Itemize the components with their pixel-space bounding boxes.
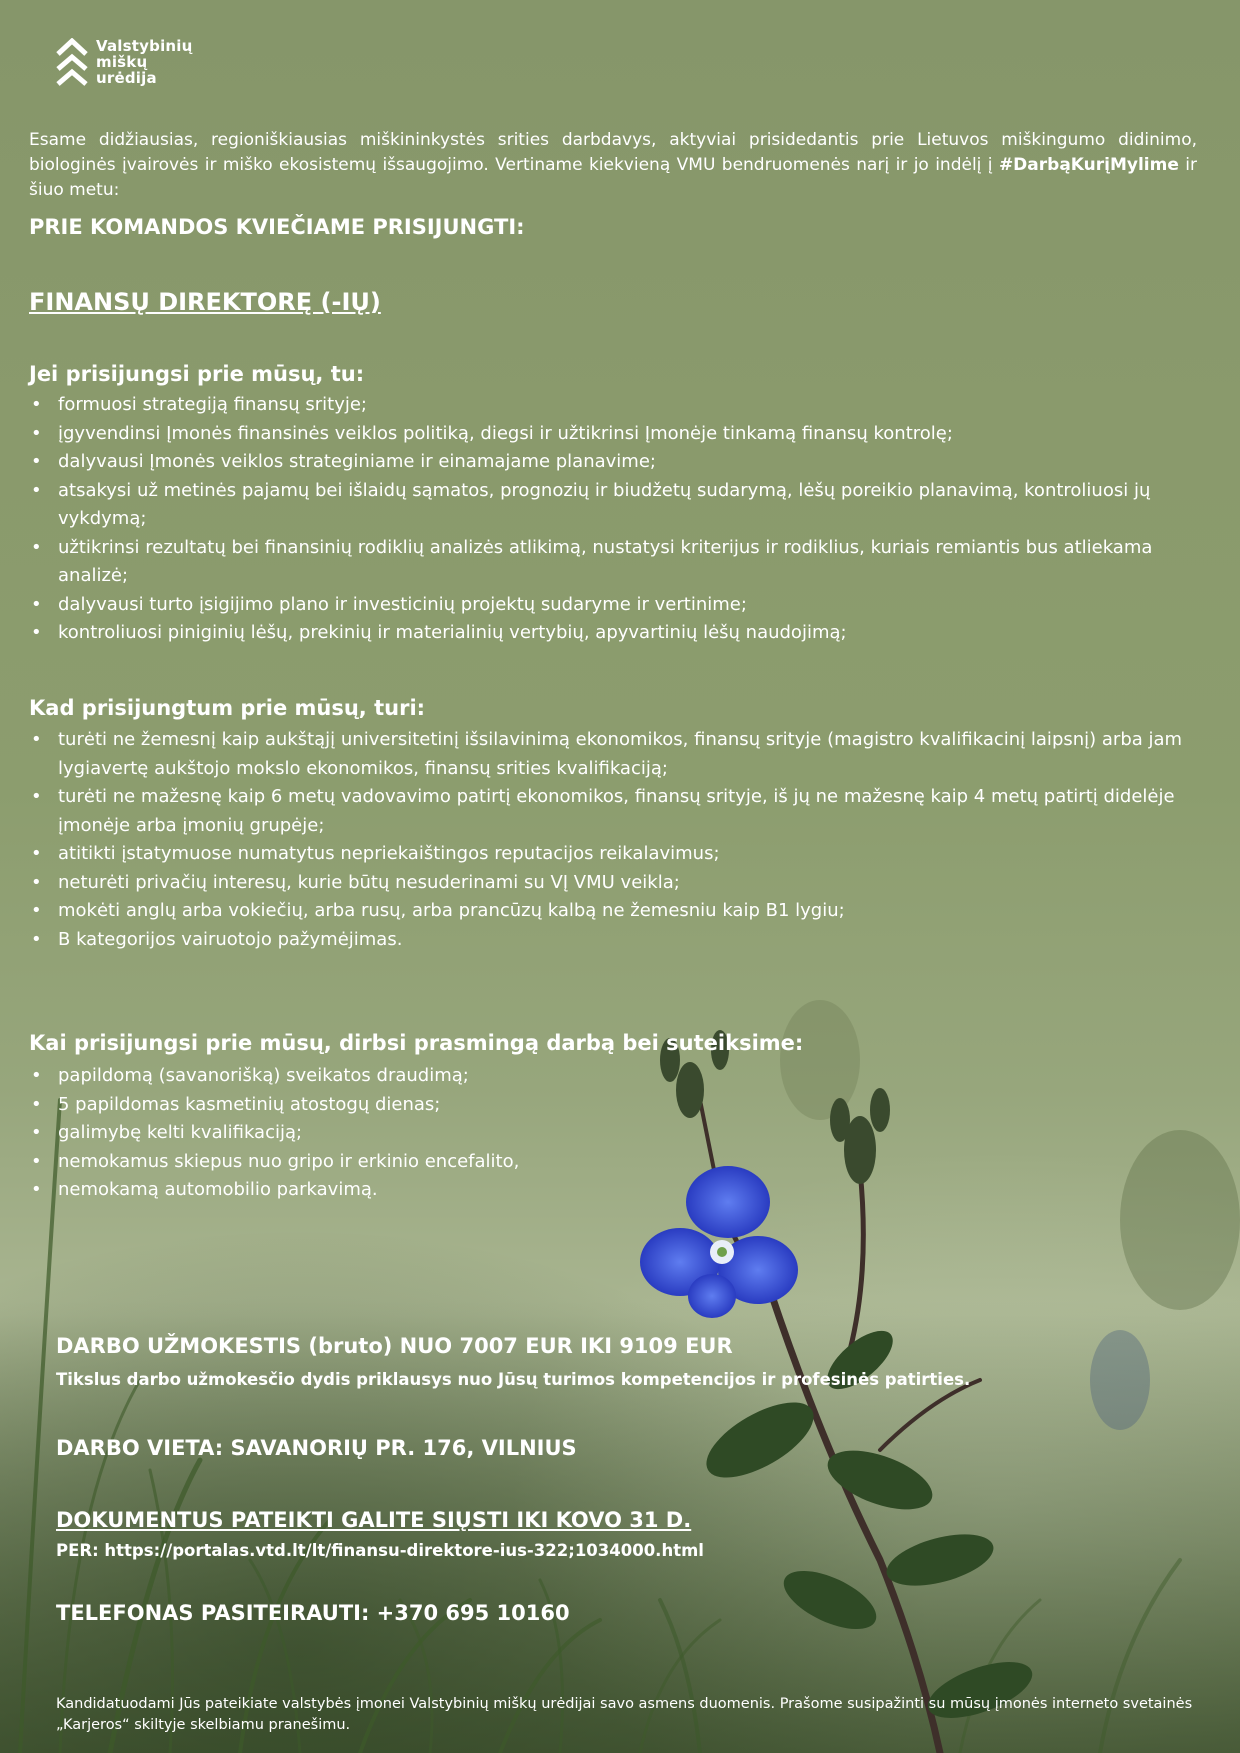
list-item: • įgyvendinsi Įmonės finansinės veiklos politiką, diegsi ir užtikrinsi Įmonėje tinkamą finansų kontrolę; bbox=[29, 420, 1204, 449]
requirements-list bbox=[29, 726, 1204, 954]
application-link[interactable]: PER: https://portalas.vtd.lt/lt/finansu-direktore-ius-322;1034000.html bbox=[56, 1541, 704, 1560]
list-item: • galimybę kelti kvalifikaciją; bbox=[29, 1119, 1204, 1148]
requirements-heading: Kad prisijungtum prie mūsų, turi: bbox=[29, 696, 426, 720]
salary-range: DARBO UŽMOKESTIS (bruto) NUO 7007 EUR IKI 9109 EUR bbox=[56, 1334, 733, 1358]
list-item: • turėti ne žemesnį kaip aukštąjį universitetinį išsilavinimą ekonomikos, finansų srityje (magistro kvalifikacinį laipsnį) arba jam lygiavertę aukštojo mokslo ekonomikos, finansų srities kvalifikaciją; bbox=[29, 726, 1204, 783]
tree-chevron-icon bbox=[56, 38, 88, 94]
list-item: • užtikrinsi rezultatų bei finansinių rodiklių analizės atlikimą, nustatysi kriterijus ir rodiklius, kuriais remiantis bus atliekama analizė; bbox=[29, 534, 1204, 591]
logo-text bbox=[96, 38, 193, 86]
intro-text: Esame didžiausias, regioniškiausias miškininkystės srities darbdavys, aktyviai prisidedantis prie Lietuvos miškingumo didinimo, biologinės įvairovės ir miško ekosistemų išsaugojimo. Vertiname kiekvieną VMU bendruomenės narį ir jo indėlį į bbox=[29, 130, 1197, 175]
logo bbox=[56, 38, 193, 94]
list-item: • atsakysi už metinės pajamų bei išlaidų sąmatos, prognozių ir biudžetų sudarymą, lėšų poreikio planavimą, kontroliuosi jų vykdymą; bbox=[29, 477, 1204, 534]
logo-line-2: miškų bbox=[96, 53, 148, 71]
list-item: • neturėti privačių interesų, kurie būtų nesuderinami su VĮ VMU veikla; bbox=[29, 869, 1204, 898]
list-item: • papildomą (savanorišką) sveikatos draudimą; bbox=[29, 1062, 1204, 1091]
intro-hashtag: #DarbąKurįMylime bbox=[998, 155, 1179, 175]
duties-list bbox=[29, 391, 1204, 648]
intro-paragraph bbox=[29, 128, 1197, 203]
list-item: • mokėti anglų arba vokiečių, arba rusų, arba prancūzų kalbą ne žemesniu kaip B1 lygiu; bbox=[29, 897, 1204, 926]
list-item: • 5 papildomas kasmetinių atostogų dienas; bbox=[29, 1091, 1204, 1120]
position-title: FINANSŲ DIREKTORĘ (-IŲ) bbox=[29, 288, 381, 316]
logo-line-3: urėdija bbox=[96, 69, 157, 87]
invite-heading: PRIE KOMANDOS KVIEČIAME PRISIJUNGTI: bbox=[29, 215, 525, 239]
salary-note: Tikslus darbo užmokesčio dydis priklausys nuo Jūsų turimos kompetencijos ir profesinės patirties. bbox=[56, 1370, 971, 1389]
benefits-heading: Kai prisijungsi prie mūsų, dirbsi prasmingą darbą bei suteiksime: bbox=[29, 1031, 804, 1055]
duties-heading: Jei prisijungsi prie mūsų, tu: bbox=[29, 362, 365, 386]
list-item: • turėti ne mažesnę kaip 6 metų vadovavimo patirtį ekonomikos, finansų srityje, iš jų ne mažesnę kaip 4 metų patirtį didelėje įmonėje arba įmonių grupėje; bbox=[29, 783, 1204, 840]
list-item: • formuosi strategiją finansų srityje; bbox=[29, 391, 1204, 420]
documents-deadline: DOKUMENTUS PATEIKTI GALITE SIŲSTI IKI KOVO 31 D. bbox=[56, 1508, 692, 1532]
list-item: • kontroliuosi piniginių lėšų, prekinių ir materialinių vertybių, apyvartinių lėšų naudojimą; bbox=[29, 619, 1204, 648]
list-item: • dalyvausi turto įsigijimo plano ir investicinių projektų sudaryme ir vertinime; bbox=[29, 591, 1204, 620]
intro-text-end: ir šiuo metu: bbox=[29, 155, 1197, 200]
list-item: • atitikti įstatymuose numatytus nepriekaištingos reputacijos reikalavimus; bbox=[29, 840, 1204, 869]
contact-phone: TELEFONAS PASITEIRAUTI: +370 695 10160 bbox=[56, 1601, 570, 1625]
list-item: • B kategorijos vairuotojo pažymėjimas. bbox=[29, 926, 1204, 955]
privacy-disclaimer: Kandidatuodami Jūs pateikiate valstybės įmonei Valstybinių miškų urėdijai savo asmens duomenis. Prašome susipažinti su mūsų įmonės interneto svetainės „Karjeros“ skiltyje skelbiamu pranešimu. bbox=[56, 1696, 1193, 1733]
benefits-list bbox=[29, 1062, 1204, 1205]
list-item: • nemokamą automobilio parkavimą. bbox=[29, 1176, 1204, 1205]
work-place: DARBO VIETA: SAVANORIŲ PR. 176, VILNIUS bbox=[56, 1436, 577, 1460]
logo-line-1: Valstybinių bbox=[96, 37, 193, 55]
list-item: • dalyvausi Įmonės veiklos strateginiame ir einamajame planavime; bbox=[29, 448, 1204, 477]
list-item: • nemokamus skiepus nuo gripo ir erkinio encefalito, bbox=[29, 1148, 1204, 1177]
